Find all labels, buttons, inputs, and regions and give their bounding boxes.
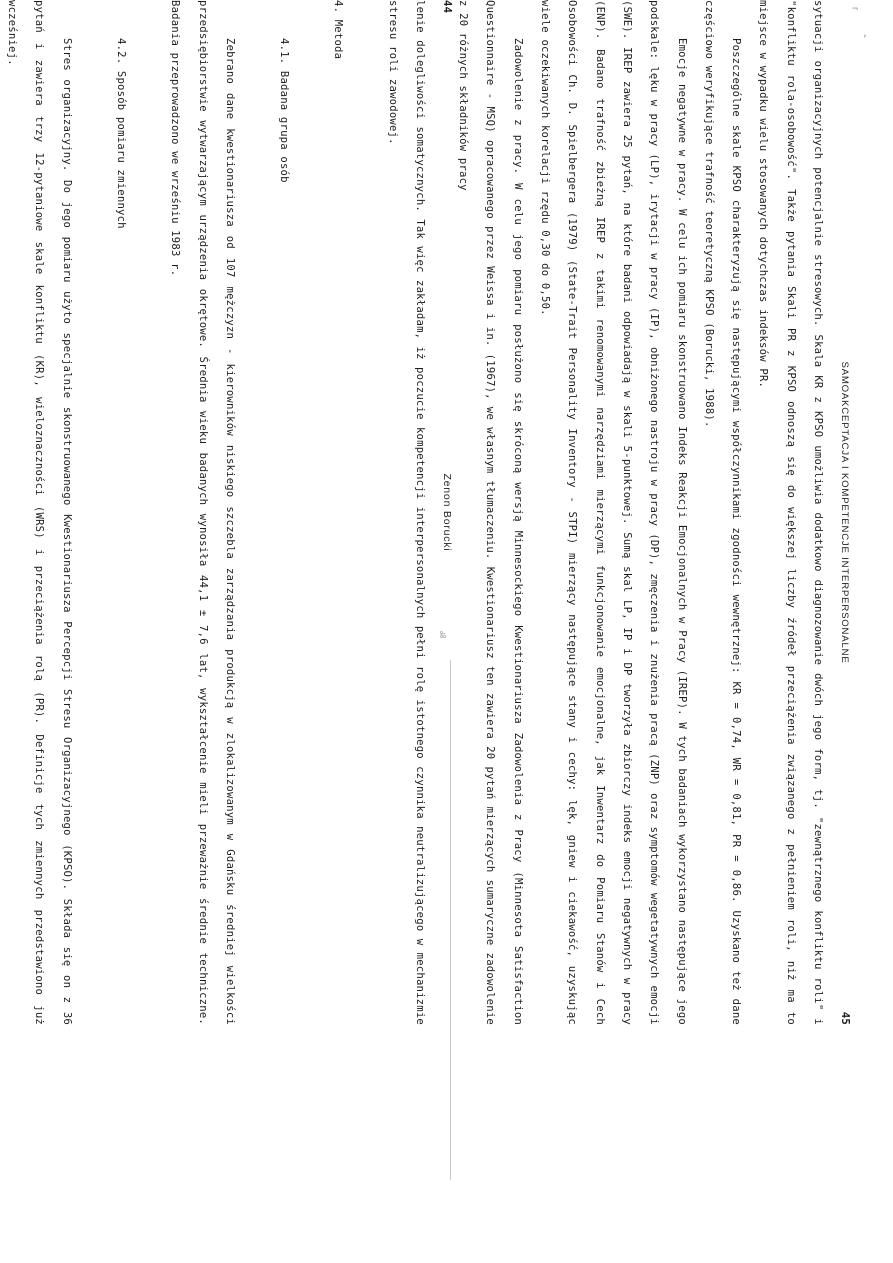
- running-head: SAMOAKCEPTACJA I KOMPETENCJE INTERPERSONALNE: [839, 361, 850, 664]
- body-paragraph: Poszczególne skale KPSO charakteryzują się następującymi współczynnikami zgodności wewnętrznej: KR = 0,74, WR = 0,81, PR = 0,86. Uzyskano też dane częściowo weryfikujące trafność teoretyczną KPSO (Borucki, 1988).: [702, 0, 743, 1025]
- body-paragraph: Zadowolenie z pracy. W celu jego pomiaru posłużono się skróconą wersją Minnesockiego Kwestionariusza Zadowolenia z Pracy (Minnesota Satisfaction Questionnaire - MSQ) opracowanego przez Weissa i in. (1967), we własnym tłumaczeniu. Kwestionariusz ten zawiera 20 pytań mierzących sumaryczne zadowolenie z 20 różnych składników pracy: [457, 0, 524, 1025]
- page-44: [6, 0, 460, 1025]
- body-paragraph: sytuacji organizacyjnych potencjalnie stresowych. Skala KR z KPSO umożliwia dodatkowo diagnozowanie dwóch jego form, tj. "zewnątrznego konfliktu roli" i "konfliktu rola-osobowość". Także pytania Skali PR z KPSO odnoszą się do większej liczby źródeł przeciążenia związanego z pełnieniem roli, niż ma to miejsce w wypadku wielu stosowanych dotychczas indeksów PR.: [757, 0, 824, 1025]
- running-head: Zenon Borucki: [441, 473, 453, 552]
- page-number: 44: [441, 0, 453, 14]
- page-number: 45: [839, 1011, 851, 1025]
- body-paragraph: lenie dolegliwości somatycznych. Tak więc zakładam, iż poczucie kompetencji interpersonalnych pełni rolę istotnego czynnika neutralizującego w mechanizmie stresu roli zawodowej.: [386, 0, 426, 1025]
- section-heading: 4. Metoda: [332, 0, 345, 60]
- body-paragraph: Zebrano dane kwestionariusza od 107 mężczyzn - kierowników niskiego szczebla zarządzania produkcją w zlokalizowanym w Gdańsku średniej wielkości przedsiębiorstwie wytwarzającym urządzenia okrętowe. Średnia wieku badanych wynosiła 44,1 ± 7,6 lat, wykształcenie mieli przeważnie średnie techniczne. Badania przeprowadzono we wrześniu 1983 r.: [169, 0, 236, 1025]
- page-45: [428, 0, 858, 1025]
- subsection-heading: 4.2. Sposób pomiaru zmiennych: [114, 38, 127, 229]
- scan-speck: ,: [862, 28, 869, 39]
- body-paragraph: Emocje negatywne w pracy. W celu ich pomiaru skonstruowano Indeks Reakcji Emocjonalnych w Pracy (IREP). W tych badaniach wykorzystano następujące jego podskale: lęku w pracy (LP), irytacji w pracy (IP), obniżonego nastroju w pracy (DP), zmęczenia i znużenia pracą (ZNP) oraz symptomów wegetatywnych emocji (SWE). IREP zawiera 25 pytań, na które badani odpowiadają w skali 5-punktowej. Sumą skal LP, IP i DP tworzyła zbiorczy indeks emocji negatywnych w pracy (ENP). Badano trafność zbieżną IREP z takimi renomowanymi narzędziami mierzącymi funkcjonowanie emocjonalne, jak Inwentarz do Pomiaru Stanów i Cech Osobowości Ch. D. Spielbergera (1979) (State-Trait Personality Inventory - STPI) mierzący następujące stany i cechy: lęk, gniew i ciekawość, uzyskując wiele oczekiwanych korelacji rzędu 0,30 do 0,50.: [539, 0, 688, 1025]
- page-header: [831, 0, 858, 1025]
- scan-speck: ¬: [852, 4, 859, 15]
- subsection-heading: 4.1. Badana grupa osób: [278, 38, 291, 183]
- scan-speck: ‰: [440, 630, 447, 641]
- body-paragraph: Stres organizacyjny. Do jego pomiaru użyto specjalnie skonstruowanego Kwestionariusza Percepcji Stresu Organizacyjnego (KPSO). Składa się on z 36 pytań i zawiera trzy 12-pytaniowe skale konfliktu (KR), wieloznaczności (WRS) i przeciążenia rolą (PR). Definicje tych zmiennych przedstawiono już wcześniej.: [6, 0, 73, 1025]
